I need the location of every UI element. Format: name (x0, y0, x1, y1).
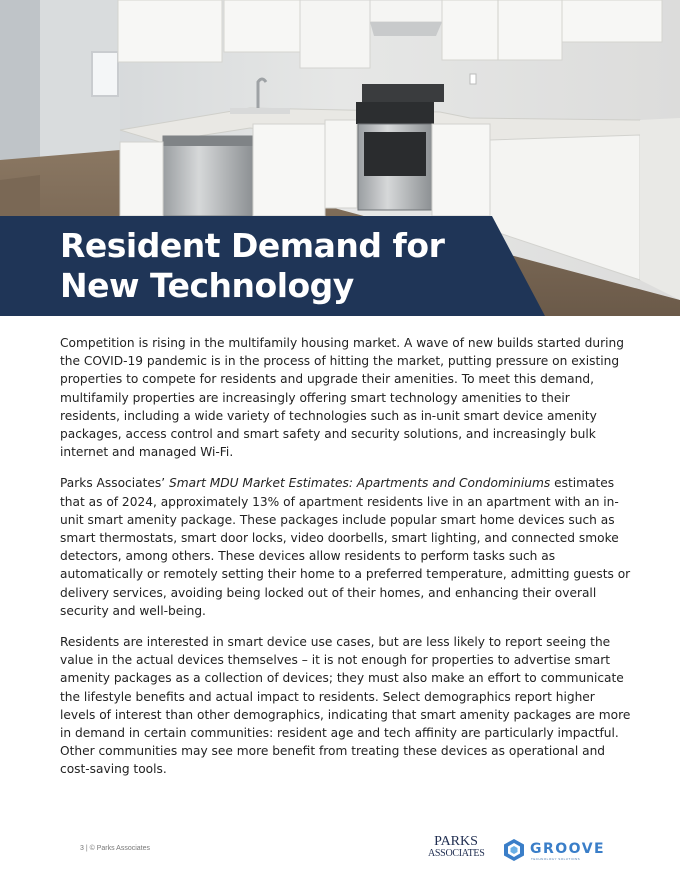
title-line-1: Resident Demand for (60, 226, 445, 265)
page-footer-note: 3 | © Parks Associates (80, 845, 151, 852)
report-title: Smart MDU Market Estimates: Apartments and Condominiums (169, 476, 551, 491)
paragraph-1 (60, 334, 632, 461)
groove-logo-word: GROOVE (530, 841, 606, 857)
title-line-2: New Technology (60, 266, 354, 305)
parks-logo-line-2: ASSOCIATES (428, 848, 485, 859)
paragraph-3 (60, 633, 632, 779)
paragraph-2-text-end: estimates that as of 2024, approximately 13% of apartment residents live in an apartment with an in-unit smart amenity package. These packages include popular smart home devices such as smart thermostats, smart door locks, video doorbells, smart lighting, and connected smoke detectors, among others. These devices allow residents to perform tasks such as automatically or remotely setting their home to a preferred temperature, admitting guests or delivery services, avoiding being locked out of their homes, and enhancing their overall security and well-being. (60, 476, 631, 618)
paragraph-2-text-start: Parks Associates’ (60, 476, 169, 491)
page-title (60, 226, 500, 306)
groove-logo-tagline: TECHNOLOGY SOLUTIONS (531, 857, 581, 861)
body-text (60, 334, 632, 792)
paragraph-2 (60, 474, 632, 620)
parks-associates-logo (428, 836, 484, 860)
groove-logo-mark-icon (502, 838, 526, 862)
parks-logo-line-1: PARKS (434, 834, 478, 849)
paragraph-3-text: Residents are interested in smart device use cases, but are less likely to report seeing the value in the actual devices themselves – it is not enough for properties to advertise smart amenity packages as a collection of devices; they must also make an effort to communicate the lifestyle benefits and actual impact to residents. Select demographics report higher levels of interest than other demographics, indicating that smart amenity packages are more in demand in certain communities: resident age and tech affinity are particularly impactful. Other communities may see more benefit from treating these devices as operational and cost-saving tools. (60, 635, 631, 777)
paragraph-1-text: Competition is rising in the multifamily housing market. A wave of new builds started during the COVID-19 pandemic is in the process of hitting the market, putting pressure on existing properties to compete for residents and upgrade their amenities. To meet this demand, multifamily properties are increasingly offering smart technology amenities to their residents, including a wide variety of technologies such as in-unit smart device amenity packages, access control and smart safety and security solutions, and increasingly bulk internet and managed Wi-Fi. (60, 336, 624, 460)
groove-logo (500, 836, 610, 864)
